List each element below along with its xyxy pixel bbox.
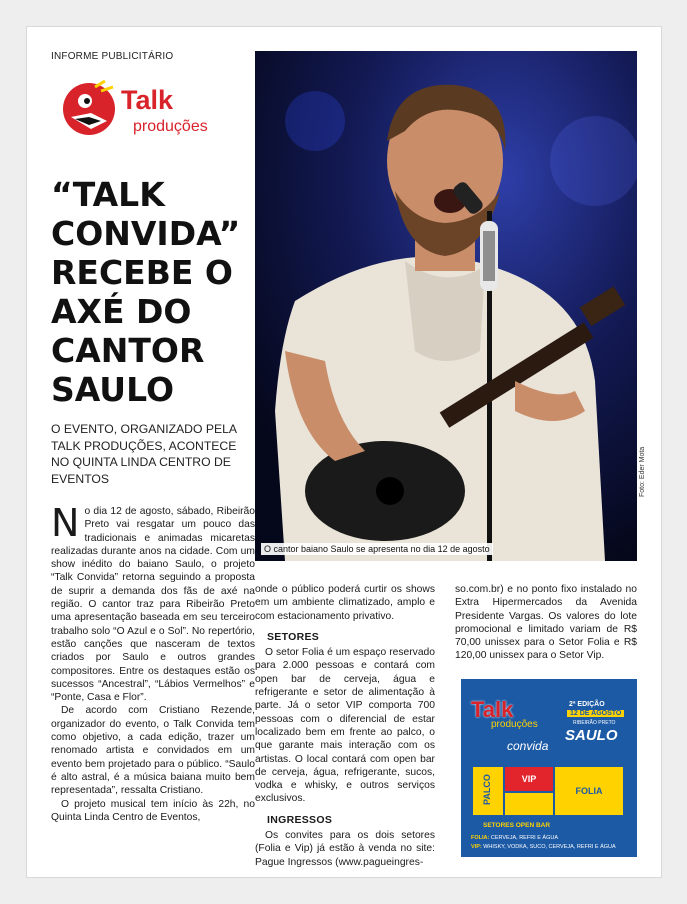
dropcap: N [51, 501, 80, 545]
headline: “TALK CONVIDA” RECEBE O AXÉ DO CANTOR SAULO [51, 175, 241, 409]
poster-convida: convida [507, 739, 549, 753]
poster-stage-area [473, 767, 503, 815]
section-title-setores: SETORES [267, 630, 320, 643]
logo-subtitle: produções [133, 118, 208, 135]
article-paragraph: De acordo com Cristiano Rezende, organizador do evento, o Talk Convida tem como objetivo, a cada edição, trazer um renomado artista e convidados em um evento bem projetado para o público. “Saulo é alto astral, é a música baiana muito bem representada”, ressalta Cristiano. [51, 705, 255, 797]
talk-logo [61, 79, 221, 149]
poster-vip-line: VIP: WHISKY, VODKA, SUCO, CERVEJA, REFRI E ÁGUA [471, 844, 616, 850]
article-column-1 [51, 501, 255, 824]
article-paragraph: No dia 12 de agosto, sábado, Ribeirão Preto vai resgatar um pouco das tradicionais e animadas micaretas realizadas durante anos na cidade. Com um show inédito do baiano Saulo, o projeto “Talk Convida” retorna seguindo a proposta de suprir a demanda dos fãs de axé na região. O cantor traz para Ribeirão Preto uma apresentação baseada em seu terceiro trabalho solo “O Azul e o Sol”. No repertório, estão canções que nasceram de textos criados por Saulo e outros grandes compositores. Entre os destaques estão os sucessos “Ancestral”, “Lábios Vermelhos” e “Ponte, Casa e Flor”. [51, 501, 255, 704]
article-column-2 [255, 583, 435, 869]
kicker: INFORME PUBLICITÁRIO [51, 51, 174, 62]
poster-sectors-title: SETORES OPEN BAR [483, 822, 551, 829]
article-paragraph: onde o público poderá curtir os shows em um ambiente climatizado, amplo e com estacionamento privativo. [255, 584, 435, 622]
article-paragraph: so.com.br) e no ponto fixo instalado no Extra Hipermercados da Avenida Presidente Vargas. Os valores do lote promocional e limitado variam de R$ 70,00 unissex para o Setor Folia e R$ 120,00 unissex para o Setor Vip. [455, 584, 637, 662]
article-paragraph: O setor Folia é um espaço reservado para 2.000 pessoas e contará com open bar de cerveja, água e refrigerante e setor de alimentação à parte. Já o setor VIP comporta 700 pessoas com o diferencial de estar localizado bem em frente ao palco, o que garante mais interação com os artistas. O local contará com open bar de cerveja, água, refrigerante, sucos, vodka e whisky, e outros serviços exclusivos. [255, 647, 435, 805]
singer-illustration [255, 51, 637, 561]
poster-folia-extension [505, 793, 553, 815]
poster-vip-area: VIP [505, 767, 553, 791]
page [26, 26, 662, 878]
logo-wordmark: Talk [121, 85, 174, 115]
poster-logo: Talk [471, 697, 514, 722]
poster-stage-label: PALCO [482, 774, 492, 805]
article-paragraph: O projeto musical tem início às 22h, no Quinta Linda Centro de Eventos, [51, 798, 255, 823]
section-title-ingressos: INGRESSOS [267, 813, 333, 826]
singer-photo [255, 51, 637, 561]
article-paragraph: Os convites para os dois setores (Folia e Vip) já estão à venda no site: Pague Ingressos (www.pagueingres- [255, 830, 435, 868]
poster-edition: 2ª EDIÇÃO [569, 701, 605, 708]
poster-logo-sub: produções [491, 719, 538, 730]
poster-artist: SAULO [565, 727, 618, 744]
photo-caption: O cantor baiano Saulo se apresenta no dia 12 de agosto [261, 543, 493, 555]
photo-credit: Foto: Eder Mota [639, 446, 646, 497]
subhead: O EVENTO, ORGANIZADO PELA TALK PRODUÇÕES, ACONTECE NO QUINTA LINDA CENTRO DE EVENTOS [51, 422, 237, 486]
poster-date: 12 DE AGOSTO [567, 710, 624, 717]
article-column-3 [455, 583, 637, 663]
talk-mascot-icon [61, 79, 121, 141]
poster-folia-line: FOLIA: CERVEJA, REFRI E ÁGUA [471, 835, 559, 841]
poster-folia-area: FOLIA [555, 767, 623, 815]
event-poster [461, 679, 637, 857]
poster-place: RIBEIRÃO PRETO [573, 720, 616, 726]
